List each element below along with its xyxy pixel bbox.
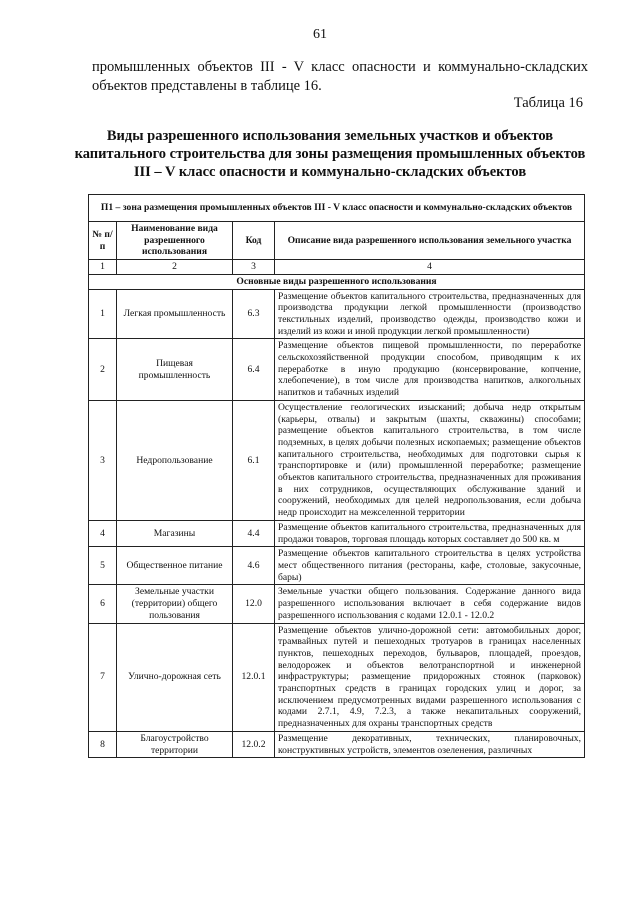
- table-row: [89, 585, 585, 623]
- table-row: [89, 289, 585, 339]
- table-row: [89, 623, 585, 731]
- row-code: 4.4: [233, 520, 275, 546]
- row-code: 12.0: [233, 585, 275, 623]
- row-number: 8: [89, 731, 117, 757]
- row-description: Размещение объектов пищевой промышленности, по переработке сельскохозяйственной продукции способом, приводящим к их переработке в иную продукцию (консервирование, копчение, хлебопечение), в том числе для производства напитков, алкогольных напитков и табачных изделий: [275, 339, 585, 401]
- row-number: 3: [89, 400, 117, 520]
- row-name: Магазины: [117, 520, 233, 546]
- row-code: 6.4: [233, 339, 275, 401]
- intro-paragraph: промышленных объектов III - V класс опасности и коммунально-складских объектов представлены в таблице 16.: [92, 59, 588, 94]
- table-row: [89, 520, 585, 546]
- table-row: [89, 547, 585, 585]
- table-row: [89, 339, 585, 401]
- land-use-table: [88, 194, 585, 758]
- row-name: Земельные участки (территории) общего пользования: [117, 585, 233, 623]
- row-name: Улично-дорожная сеть: [117, 623, 233, 731]
- row-name: Пищевая промышленность: [117, 339, 233, 401]
- column-number: 4: [275, 260, 585, 275]
- header-number: № п/п: [89, 222, 117, 260]
- row-code: 12.0.2: [233, 731, 275, 757]
- row-number: 6: [89, 585, 117, 623]
- row-description: Размещение объектов улично-дорожной сети: автомобильных дорог, трамвайных путей и пешеходных тротуаров в границах населенных пунктов, пешеходных переходов, бульваров, площадей, проездов, велодорожек и объектов велотранспортной и инженерной инфраструктуры; размещение придорожных стоянок (парковок) транспортных средств в границах городских улиц и дорог, за исключением предусмотренных видами разрешенного использования с кодами 2.7.1, 4.9, 7.2.3, а также некапитальных сооружений, предназначенных для охраны транспортных средств: [275, 623, 585, 731]
- table-caption: Таблица 16: [513, 95, 583, 111]
- row-description: Размещение объектов капитального строительства, предназначенных для производства продукции легкой промышленности (производство текстильных изделий, производство одежды, производство кожи и изделий из кожи и иной продукции легкой промышленности): [275, 289, 585, 339]
- row-name: Легкая промышленность: [117, 289, 233, 339]
- table-row: [89, 731, 585, 757]
- row-description: Размещение объектов капитального строительства в целях устройства мест общественного питания (рестораны, кафе, столовые, закусочные, бары): [275, 547, 585, 585]
- header-description: Описание вида разрешенного использования земельного участка: [275, 222, 585, 260]
- row-name: Общественное питание: [117, 547, 233, 585]
- row-description: Размещение декоративных, технических, планировочных, конструктивных устройств, элементов озеленения, различных: [275, 731, 585, 757]
- row-number: 7: [89, 623, 117, 731]
- header-code: Код: [233, 222, 275, 260]
- zone-title: П1 – зона размещения промышленных объектов III - V класс опасности и коммунально-складских объектов: [89, 195, 585, 222]
- section-title: Основные виды разрешенного использования: [89, 274, 585, 289]
- row-number: 5: [89, 547, 117, 585]
- row-code: 6.1: [233, 400, 275, 520]
- header-name: Наименование вида разрешенного использования: [117, 222, 233, 260]
- page-number: 61: [313, 27, 327, 42]
- row-name: Благоустройство территории: [117, 731, 233, 757]
- row-code: 12.0.1: [233, 623, 275, 731]
- row-name: Недропользование: [117, 400, 233, 520]
- row-description: Осуществление геологических изысканий; добыча недр открытым (карьеры, отвалы) и закрытым (шахты, скважины) способами; размещение объектов капитального строительства, в том числе подземных, в целях добычи полезных ископаемых; размещение объектов капитального строительства, необходимых для подготовки сырья к транспортировке и (или) промышленной переработке; размещение объектов капитального строительства, предназначенных для проживания в них сотрудников, осуществляющих обслуживание зданий и сооружений, необходимых для целей недропользования, если добыча недр происходит на межселенной территории: [275, 400, 585, 520]
- row-code: 4.6: [233, 547, 275, 585]
- row-number: 2: [89, 339, 117, 401]
- row-description: Размещение объектов капитального строительства, предназначенных для продажи товаров, торговая площадь которых составляет до 500 кв. м: [275, 520, 585, 546]
- row-number: 1: [89, 289, 117, 339]
- row-number: 4: [89, 520, 117, 546]
- column-number: 1: [89, 260, 117, 275]
- row-description: Земельные участки общего пользования. Содержание данного вида разрешенного использования включает в себя содержание видов разрешенного использования с кодами 12.0.1 - 12.0.2: [275, 585, 585, 623]
- row-code: 6.3: [233, 289, 275, 339]
- column-number: 3: [233, 260, 275, 275]
- table-row: [89, 400, 585, 520]
- table-heading: Виды разрешенного использования земельных участков и объектов капитального строительства для зоны размещения промышленных объектов III – V класс опасности и коммунально-складских объектов: [74, 128, 586, 180]
- column-number: 2: [117, 260, 233, 275]
